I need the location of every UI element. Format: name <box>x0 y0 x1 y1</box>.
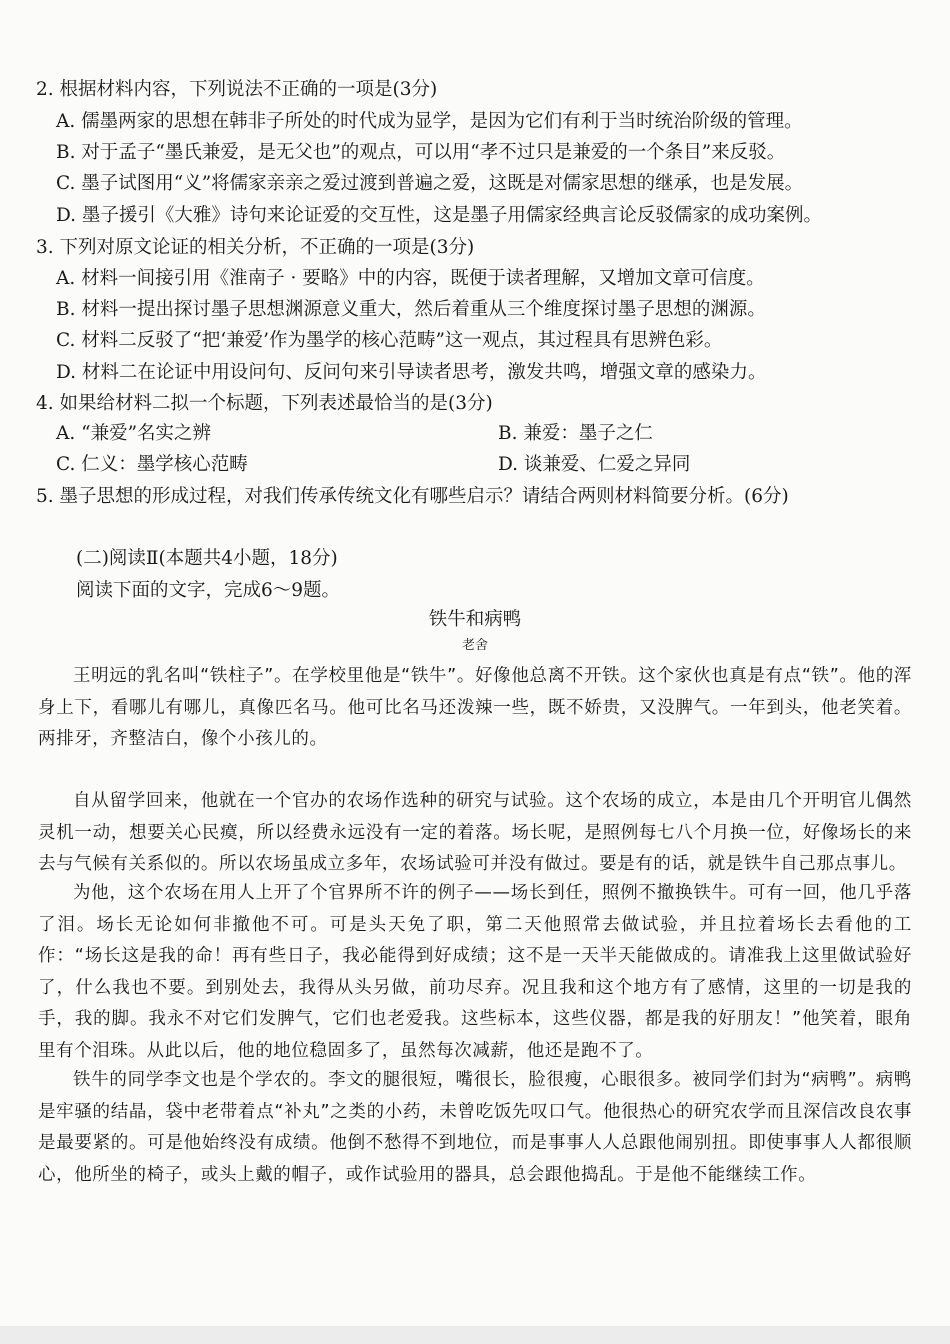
question-5-stem: 5. 墨子思想的形成过程，对我们传承传统文化有哪些启示？请结合两则材料简要分析。(6分) <box>36 486 789 507</box>
question-4-option-b: B. 兼爱：墨子之仁 <box>498 423 653 444</box>
section-instruction: 阅读下面的文字，完成6～9题。 <box>76 580 341 601</box>
section-heading: (二)阅读Ⅱ(本题共4小题，18分) <box>76 548 338 569</box>
question-4-option-c: C. 仁义：墨学核心范畴 <box>56 454 248 475</box>
question-2-option-d: D. 墨子援引《大雅》诗句来论证爱的交互性，这是墨子用儒家经典言论反驳儒家的成功案例。 <box>56 205 822 226</box>
story-paragraph-2: 自从留学回来，他就在一个官办的农场作选种的研究与试验。这个农场的成立，本是由几个开明官儿偶然灵机一动，想要关心民瘼，所以经费永远没有一定的着落。场长呢，是照例每七八个月换一位，好像场长的来去与气候有关系似的。所以农场虽成立多年，农场试验可并没有做过。要是有的话，就是铁牛自己那点事儿。 <box>38 791 912 874</box>
question-3-option-c: C. 材料二反驳了“把‘兼爱’作为墨学的核心范畴”这一观点，其过程具有思辨色彩。 <box>56 330 723 351</box>
question-2-stem: 2. 根据材料内容，下列说法不正确的一项是(3分) <box>36 79 438 100</box>
question-3-option-a: A. 材料一间接引用《淮南子 · 要略》中的内容，既便于读者理解，又增加文章可信度。 <box>56 268 765 289</box>
story-paragraph-1: 王明远的乳名叫“铁柱子”。在学校里他是“铁牛”。好像他总离不开铁。这个家伙也真是有点“铁”。他的浑身上下，看哪儿有哪儿，真像匹名马。他可比名马还泼辣一些，既不娇贵，又没脾气。一年到头，他老笑着。两排牙，齐整洁白，像个小孩儿的。 <box>38 666 912 749</box>
question-4-option-a: A. “兼爱”名实之辨 <box>56 423 212 444</box>
question-4-stem: 4. 如果给材料二拟一个标题，下列表述最恰当的是(3分) <box>36 393 493 414</box>
story-title: 铁牛和病鸭 <box>428 609 522 630</box>
question-4-option-d: D. 谈兼爱、仁爱之异同 <box>498 454 691 475</box>
question-2-option-a: A. 儒墨两家的思想在韩非子所处的时代成为显学，是因为它们有利于当时统治阶级的管理。 <box>56 111 803 132</box>
question-3-option-d: D. 材料二在论证中用设问句、反问句来引导读者思考，激发共鸣，增强文章的感染力。 <box>56 362 767 383</box>
question-2-option-b: B. 对于孟子“墨氏兼爱，是无父也”的观点，可以用“孝不过只是兼爱的一个条目”来反驳。 <box>56 142 786 163</box>
question-3-stem: 3. 下列对原文论证的相关分析，不正确的一项是(3分) <box>36 237 475 258</box>
scan-bottom-edge <box>0 1326 950 1344</box>
story-paragraph-3: 为他，这个农场在用人上开了个官界所不许的例子——场长到任，照例不撤换铁牛。可有一回，他几乎落了泪。场长无论如何非撤他不可。可是头天免了职，第二天他照常去做试验，并且拉着场长去看他的工作：“场长这是我的命！再有些日子，我必能得到好成绩；这不是一天半天能做成的。请准我上这里做试验好了，什么我也不要。到别处去，我得从头另做，前功尽弃。况且我和这个地方有了感情，这里的一切是我的手，我的脚。我永不对它们发脾气，它们也老爱我。这些标本，这些仪器，都是我的好朋友！”他笑着，眼角里有个泪珠。从此以后，他的地位稳固多了，虽然每次减薪，他还是跑不了。 <box>38 883 912 1061</box>
story-paragraph-4: 铁牛的同学李文也是个学农的。李文的腿很短，嘴很长，脸很瘦，心眼很多。被同学们封为“病鸭”。病鸭是牢骚的结晶，袋中老带着点“补丸”之类的小药，未曾吃饭先叹口气。他很热心的研究农学而且深信改良农事是最要紧的。可是他始终没有成绩。他倒不愁得不到地位，而是事事人人总跟他闹别扭。即使事事人人都很顺心，他所坐的椅子，或头上戴的帽子，或作试验用的器具，总会跟他捣乱。于是他不能继续工作。 <box>38 1070 912 1185</box>
question-2-option-c: C. 墨子试图用“义”将儒家亲亲之爱过渡到普遍之爱，这既是对儒家思想的继承，也是发展。 <box>56 173 804 194</box>
question-3-option-b: B. 材料一提出探讨墨子思想渊源意义重大，然后着重从三个维度探讨墨子思想的渊源。 <box>56 299 766 320</box>
story-author: 老舍 <box>461 638 488 653</box>
